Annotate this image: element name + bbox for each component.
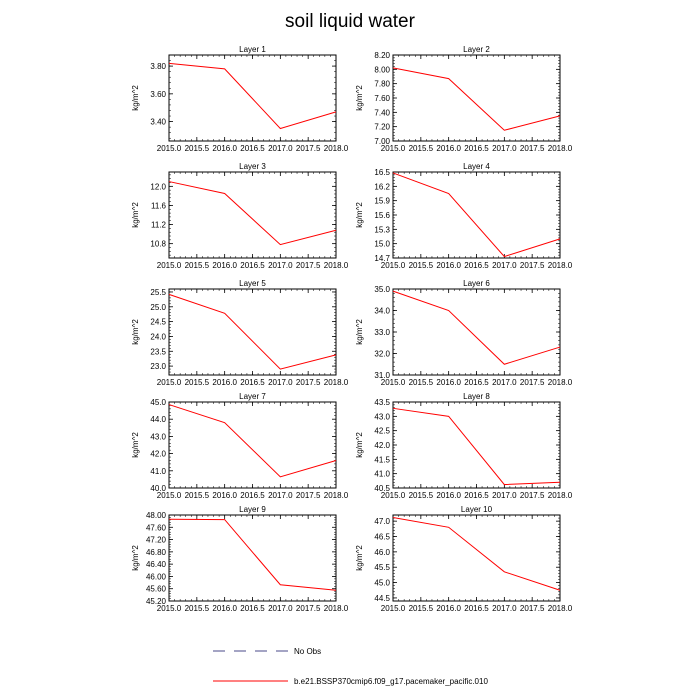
x-tick-label: 2017.0 [268, 378, 293, 387]
panel-8 [355, 392, 573, 500]
x-tick-label: 2017.0 [492, 604, 517, 613]
x-tick-label: 2015.5 [408, 144, 434, 153]
x-tick-label: 2018.0 [323, 261, 349, 270]
y-tick-label: 33.0 [374, 328, 390, 337]
y-tick-label: 45.0 [150, 398, 166, 407]
panel-4 [355, 162, 573, 270]
x-tick-label: 2016.5 [464, 491, 489, 500]
series-line [169, 182, 336, 245]
y-tick-label: 24.5 [150, 317, 166, 327]
plot-frame [169, 402, 336, 488]
y-tick-label: 12.0 [150, 182, 166, 192]
y-tick-label: 47.0 [374, 517, 390, 527]
x-tick-label: 2018.0 [547, 378, 573, 387]
panel-1 [131, 45, 349, 153]
y-tick-label: 45.60 [145, 584, 166, 594]
y-tick-label: 7.60 [374, 94, 390, 103]
y-tick-label: 34.0 [374, 306, 390, 316]
series-line [393, 68, 560, 130]
legend-no-obs-label: No Obs [294, 647, 322, 656]
y-axis-label: kg/m^2 [355, 85, 364, 111]
x-tick-label: 2017.5 [295, 378, 321, 387]
y-tick-label: 46.0 [374, 547, 390, 557]
plot-frame [393, 55, 560, 141]
x-tick-label: 2017.5 [295, 261, 321, 270]
x-tick-label: 2016.5 [464, 604, 489, 613]
y-tick-label: 15.9 [374, 196, 390, 206]
plot-frame [393, 402, 560, 488]
x-tick-label: 2017.0 [268, 144, 293, 153]
y-tick-label: 31.0 [374, 371, 390, 380]
figure-title: soil liquid water [285, 11, 415, 32]
panel-title: Layer 7 [239, 392, 266, 401]
y-tick-label: 45.0 [374, 578, 390, 588]
series-line [393, 517, 560, 590]
plot-frame [169, 172, 336, 258]
y-tick-label: 40.0 [150, 484, 166, 493]
x-tick-label: 2015.5 [184, 604, 210, 613]
y-tick-label: 8.20 [374, 51, 390, 60]
y-tick-label: 48.00 [145, 511, 166, 520]
y-tick-label: 32.0 [374, 349, 390, 359]
y-tick-label: 45.5 [374, 563, 390, 573]
panel-title: Layer 10 [460, 505, 493, 514]
y-axis-label: kg/m^2 [355, 432, 364, 458]
x-tick-label: 2015.5 [408, 604, 434, 613]
legend [213, 647, 488, 686]
y-tick-label: 3.60 [150, 89, 166, 99]
series-line [393, 408, 560, 484]
x-tick-label: 2015.5 [408, 261, 434, 270]
x-tick-label: 2017.5 [295, 604, 321, 613]
x-tick-label: 2017.5 [519, 261, 545, 270]
y-tick-label: 44.5 [374, 593, 390, 603]
y-tick-label: 3.40 [150, 117, 166, 127]
series-line [169, 519, 336, 590]
plot-frame [393, 515, 560, 601]
y-tick-label: 23.0 [150, 362, 166, 372]
y-tick-label: 46.00 [145, 572, 166, 582]
y-tick-label: 11.6 [151, 201, 166, 211]
x-tick-label: 2017.5 [295, 491, 321, 500]
y-tick-label: 41.0 [374, 469, 390, 479]
x-tick-label: 2015.0 [380, 491, 406, 500]
x-tick-label: 2016.0 [212, 144, 237, 153]
x-tick-label: 2016.0 [436, 144, 461, 153]
x-tick-label: 2016.5 [464, 378, 489, 387]
panel-10 [355, 505, 573, 613]
y-tick-label: 16.2 [374, 182, 390, 192]
x-tick-label: 2015.5 [408, 491, 434, 500]
y-tick-label: 15.3 [374, 225, 390, 235]
y-tick-label: 40.5 [374, 484, 390, 493]
x-tick-label: 2015.0 [380, 261, 406, 270]
y-tick-label: 43.0 [374, 412, 390, 422]
x-tick-label: 2015.0 [156, 491, 182, 500]
y-tick-label: 35.0 [374, 285, 390, 294]
x-tick-label: 2015.5 [184, 144, 210, 153]
y-tick-label: 24.0 [150, 332, 166, 342]
legend-run-label: b.e21.BSSP370cmip6.f09_g17.pacemaker_pacific.010 [294, 677, 488, 686]
panel-title: Layer 9 [239, 505, 266, 514]
y-tick-label: 41.5 [374, 455, 390, 465]
y-tick-label: 25.5 [150, 287, 166, 297]
panel-title: Layer 2 [463, 45, 490, 54]
x-tick-label: 2016.5 [240, 261, 265, 270]
y-tick-label: 47.60 [145, 523, 166, 533]
x-tick-label: 2016.5 [240, 491, 265, 500]
x-tick-label: 2018.0 [547, 491, 573, 500]
plot-frame [169, 289, 336, 375]
series-line [169, 63, 336, 128]
y-tick-label: 10.8 [150, 239, 166, 249]
x-tick-label: 2018.0 [323, 144, 349, 153]
y-tick-label: 46.5 [374, 532, 390, 542]
panel-title: Layer 8 [463, 392, 490, 401]
y-tick-label: 23.5 [150, 347, 166, 357]
x-tick-label: 2017.0 [492, 378, 517, 387]
y-tick-label: 42.0 [150, 449, 166, 459]
x-tick-label: 2015.0 [380, 144, 406, 153]
y-tick-label: 7.80 [374, 79, 390, 89]
panel-7 [131, 392, 349, 500]
panel-6 [355, 279, 573, 387]
panel-title: Layer 1 [239, 45, 266, 54]
x-tick-label: 2016.0 [436, 261, 461, 270]
panel-title: Layer 6 [463, 279, 490, 288]
y-axis-label: kg/m^2 [355, 545, 364, 571]
panel-3 [131, 162, 349, 270]
y-tick-label: 41.0 [150, 466, 166, 476]
x-tick-label: 2016.5 [240, 378, 265, 387]
y-tick-label: 8.00 [374, 65, 390, 75]
x-tick-label: 2017.0 [492, 491, 517, 500]
y-tick-label: 43.0 [150, 432, 166, 442]
x-tick-label: 2017.0 [492, 144, 517, 153]
x-tick-label: 2016.0 [436, 378, 461, 387]
y-tick-label: 47.20 [145, 535, 166, 545]
x-tick-label: 2016.0 [212, 491, 237, 500]
x-tick-label: 2015.0 [156, 604, 182, 613]
y-tick-label: 42.5 [374, 426, 390, 436]
x-tick-label: 2016.0 [212, 261, 237, 270]
y-tick-label: 7.20 [374, 122, 390, 132]
plot-frame [393, 172, 560, 258]
y-tick-label: 3.80 [150, 62, 166, 72]
x-tick-label: 2017.0 [268, 261, 293, 270]
x-tick-label: 2017.5 [519, 491, 545, 500]
y-axis-label: kg/m^2 [355, 319, 364, 345]
panel-9 [131, 505, 349, 613]
x-tick-label: 2017.5 [519, 378, 545, 387]
x-tick-label: 2016.5 [464, 144, 489, 153]
y-axis-label: kg/m^2 [131, 545, 140, 571]
x-tick-label: 2018.0 [547, 261, 573, 270]
y-tick-label: 15.0 [374, 239, 390, 249]
x-tick-label: 2016.5 [464, 261, 489, 270]
y-axis-label: kg/m^2 [131, 85, 140, 111]
series-line [169, 405, 336, 477]
x-tick-label: 2015.0 [156, 261, 182, 270]
x-tick-label: 2015.5 [184, 491, 210, 500]
y-tick-label: 45.20 [145, 597, 166, 606]
x-tick-label: 2015.5 [408, 378, 434, 387]
x-tick-label: 2016.0 [436, 604, 461, 613]
x-tick-label: 2017.0 [492, 261, 517, 270]
x-tick-label: 2015.0 [156, 144, 182, 153]
x-tick-label: 2018.0 [547, 604, 573, 613]
y-tick-label: 46.80 [145, 547, 166, 557]
y-tick-label: 14.7 [374, 254, 390, 263]
y-tick-label: 43.5 [374, 398, 390, 407]
y-axis-label: kg/m^2 [131, 319, 140, 345]
plot-frame [393, 289, 560, 375]
panel-title: Layer 3 [239, 162, 266, 171]
panel-2 [355, 45, 573, 153]
panel-title: Layer 4 [463, 162, 490, 171]
x-tick-label: 2017.0 [268, 604, 293, 613]
x-tick-label: 2018.0 [323, 604, 349, 613]
x-tick-label: 2016.5 [240, 604, 265, 613]
x-tick-label: 2015.0 [156, 378, 182, 387]
x-tick-label: 2015.0 [380, 378, 406, 387]
panels [131, 45, 573, 613]
y-axis-label: kg/m^2 [131, 432, 140, 458]
x-tick-label: 2017.0 [268, 491, 293, 500]
x-tick-label: 2018.0 [547, 144, 573, 153]
x-tick-label: 2015.0 [380, 604, 406, 613]
x-tick-label: 2017.5 [519, 144, 545, 153]
x-tick-label: 2017.5 [519, 604, 545, 613]
y-tick-label: 42.0 [374, 441, 390, 450]
x-tick-label: 2016.5 [240, 144, 265, 153]
y-tick-label: 46.40 [145, 560, 166, 570]
y-tick-label: 7.40 [374, 108, 390, 118]
y-tick-label: 15.6 [374, 211, 390, 220]
y-tick-label: 11.2 [151, 220, 166, 230]
y-tick-label: 16.5 [374, 168, 390, 177]
panel-title: Layer 5 [239, 279, 266, 288]
y-tick-label: 25.0 [150, 302, 166, 312]
x-tick-label: 2018.0 [323, 378, 349, 387]
y-axis-label: kg/m^2 [131, 202, 140, 228]
x-tick-label: 2016.0 [212, 378, 237, 387]
panel-5 [131, 279, 349, 387]
x-tick-label: 2018.0 [323, 491, 349, 500]
x-tick-label: 2015.5 [184, 261, 210, 270]
y-tick-label: 7.00 [374, 137, 390, 146]
x-tick-label: 2016.0 [212, 604, 237, 613]
x-tick-label: 2017.5 [295, 144, 321, 153]
y-tick-label: 44.0 [150, 415, 166, 425]
x-tick-label: 2016.0 [436, 491, 461, 500]
series-line [393, 291, 560, 364]
x-tick-label: 2015.5 [184, 378, 210, 387]
series-line [169, 294, 336, 369]
series-line [393, 173, 560, 257]
y-axis-label: kg/m^2 [355, 202, 364, 228]
